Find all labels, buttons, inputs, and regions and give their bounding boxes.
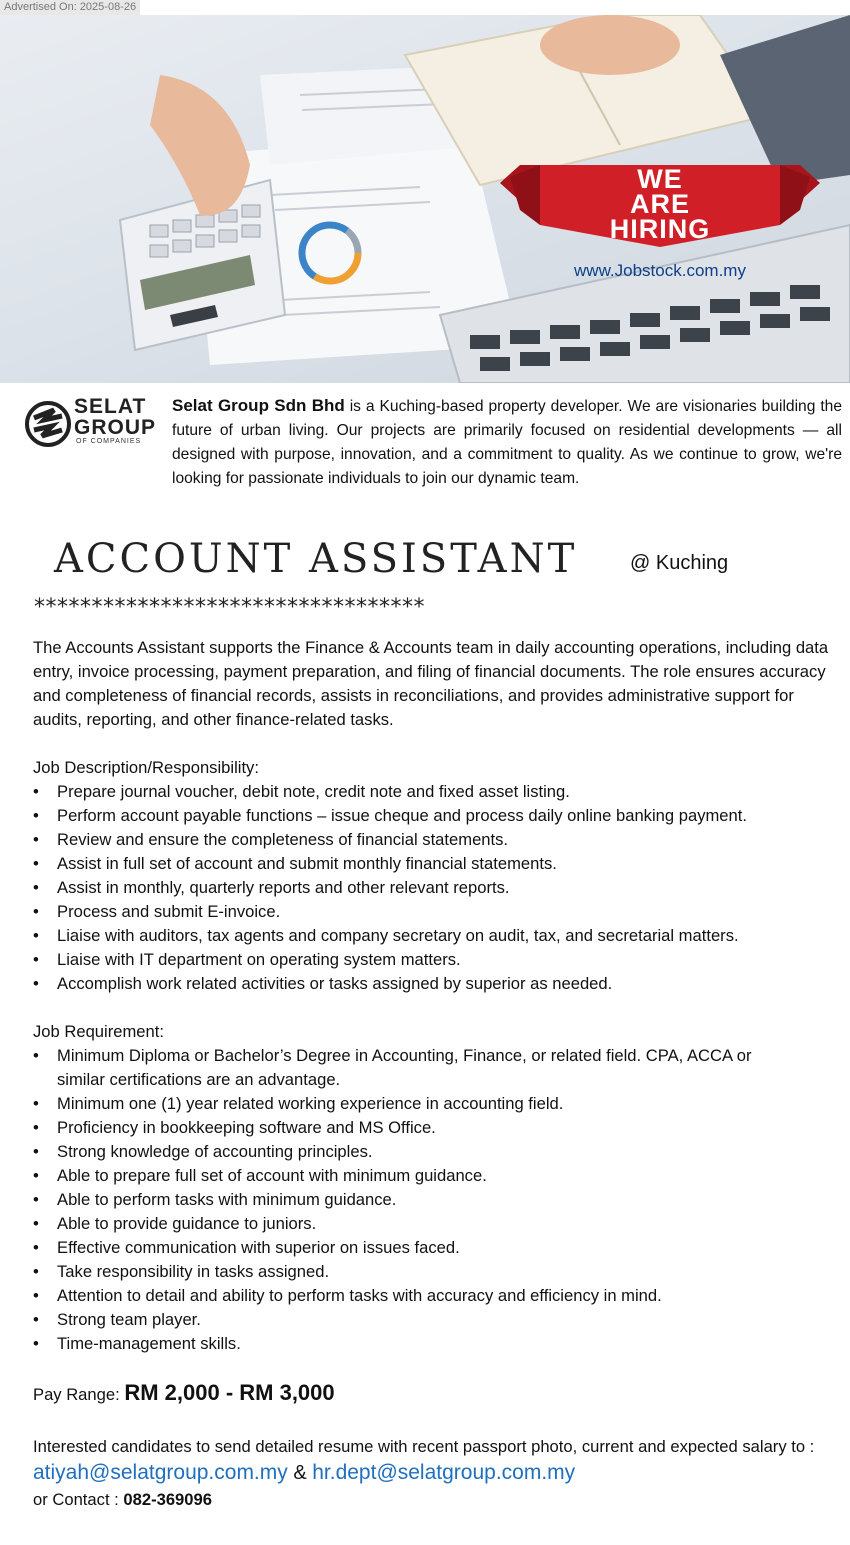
list-item: • Process and submit E-invoice. (33, 900, 833, 924)
job-location: @ Kuching (630, 552, 729, 574)
hand-left (150, 75, 250, 215)
pay-amount: RM 2,000 - RM 3,000 (124, 1380, 335, 1405)
list-item: • Able to prepare full set of account with minimum guidance. (33, 1164, 803, 1188)
job-title: ACCOUNT ASSISTANT (54, 536, 578, 582)
pay-range (33, 1380, 335, 1406)
list-item: • Liaise with auditors, tax agents and company secretary on audit, tax, and secretarial matters. (33, 924, 833, 948)
apply-instructions (33, 1434, 833, 1513)
requirement-list (33, 1044, 803, 1356)
pay-label: Pay Range: (33, 1385, 125, 1404)
list-item: • Effective communication with superior on issues faced. (33, 1236, 803, 1260)
banner-line: WE (637, 164, 683, 194)
list-item: • Perform account payable functions – issue cheque and process daily online banking payment. (33, 804, 833, 828)
company-intro (172, 394, 842, 491)
list-item: • Attention to detail and ability to perform tasks with accuracy and efficiency in mind. (33, 1284, 803, 1308)
email-link-hr[interactable]: hr.dept@selatgroup.com.my (312, 1461, 576, 1484)
company-name: Selat Group Sdn Bhd (172, 396, 345, 415)
selat-logo-icon (24, 396, 72, 452)
list-item: • Assist in full set of account and submit monthly financial statements. (33, 852, 833, 876)
list-item: • Assist in monthly, quarterly reports and other relevant reports. (33, 876, 833, 900)
list-item: • Take responsibility in tasks assigned. (33, 1260, 803, 1284)
job-summary: The Accounts Assistant supports the Finance & Accounts team in daily accounting operations, including data entry, invoice processing, payment preparation, and filing of financial documents. The role ensures accuracy and completeness of financial records, assists in reconciliations, and provides administrative support for audits, reporting, and other finance-related tasks. (33, 638, 829, 729)
list-item: • Minimum Diploma or Bachelor’s Degree in Accounting, Finance, or related field. CPA, ACCA or similar certifications are an advantage. (33, 1044, 803, 1092)
apply-text: Interested candidates to send detailed resume with recent passport photo, current and expected salary to : (33, 1437, 815, 1456)
list-item: • Able to perform tasks with minimum guidance. (33, 1188, 803, 1212)
responsibility-list (33, 780, 833, 996)
email-joiner: & (287, 1462, 313, 1484)
star-divider: ********************************** (34, 595, 425, 620)
advertised-on-label: Advertised On: 2025-08-26 (0, 0, 140, 15)
list-item: • Strong knowledge of accounting principles. (33, 1140, 803, 1164)
list-item: • Able to provide guidance to juniors. (33, 1212, 803, 1236)
requirement-heading: Job Requirement: (33, 1022, 164, 1041)
hand-right (540, 15, 680, 75)
banner-line: HIRING (609, 214, 711, 244)
company-logo (24, 396, 164, 452)
contact-phone: 082-369096 (123, 1490, 212, 1509)
email-link-atiyah[interactable]: atiyah@selatgroup.com.my (33, 1461, 288, 1484)
list-item: • Accomplish work related activities or tasks assigned by superior as needed. (33, 972, 833, 996)
list-item: • Time-management skills. (33, 1332, 803, 1356)
responsibility-heading: Job Description/Responsibility: (33, 758, 259, 777)
hiring-banner-text (540, 164, 780, 244)
list-item: • Review and ensure the completeness of financial statements. (33, 828, 833, 852)
list-item: • Strong team player. (33, 1308, 803, 1332)
company-description: is a Kuching-based property developer. We are visionaries building the future of urban living. Our projects are primarily focused on residential developments — all designed with purpose, innovation, and a commitment to quality. As we continue to grow, we're looking for passionate individuals to join our dynamic team. (172, 398, 843, 487)
logo-word-selat: SELAT (74, 395, 147, 418)
list-item: • Proficiency in bookkeeping software and MS Office. (33, 1116, 803, 1140)
logo-word-companies: OF COMPANIES (76, 438, 142, 445)
hero-image (0, 15, 850, 383)
list-item: • Prepare journal voucher, debit note, credit note and fixed asset listing. (33, 780, 833, 804)
logo-word-group: GROUP (74, 416, 157, 439)
contact-label: or Contact : (33, 1490, 124, 1509)
jobstock-url[interactable]: www.Jobstock.com.my (574, 261, 746, 280)
list-item: • Liaise with IT department on operating system matters. (33, 948, 833, 972)
banner-line: ARE (629, 189, 690, 219)
list-item: • Minimum one (1) year related working experience in accounting field. (33, 1092, 803, 1116)
